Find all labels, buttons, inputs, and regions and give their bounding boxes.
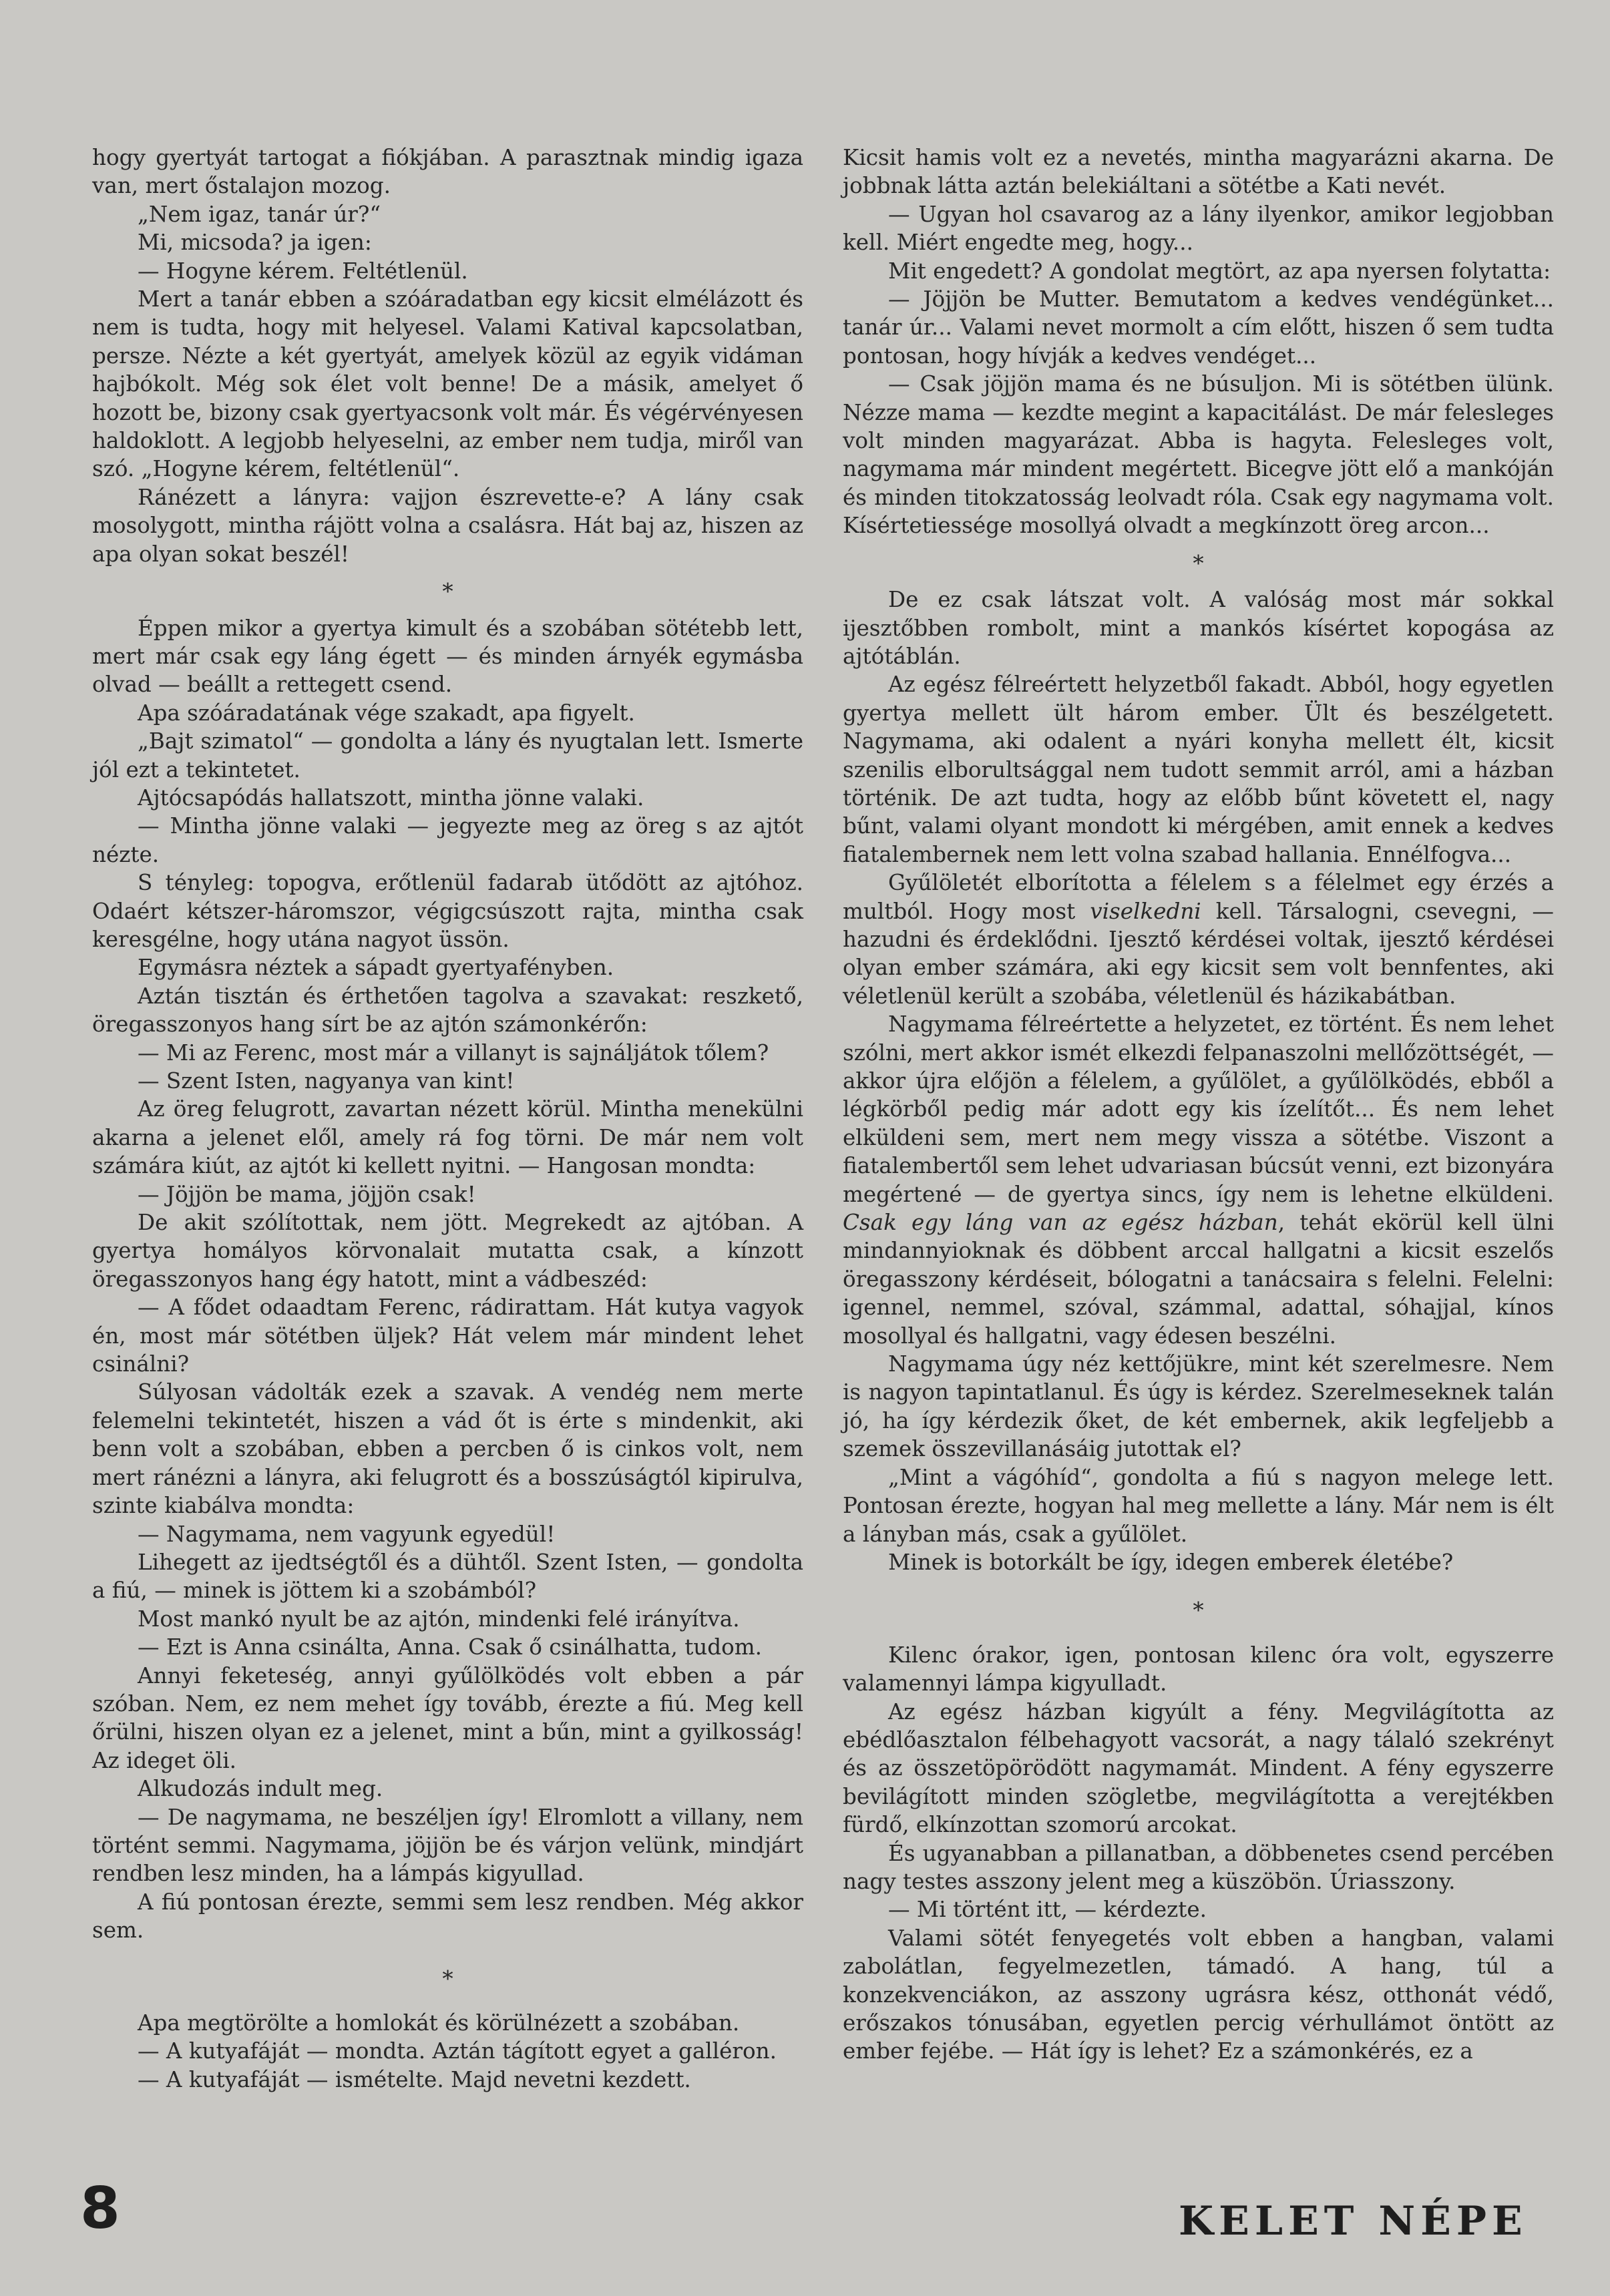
section-separator: * <box>1193 1598 1204 1624</box>
paragraph: És ugyanabban a pillanatban, a döbbenetes csend percében nagy testes asszony jelent meg a küszöbön. Úriasszony. <box>843 1840 1554 1894</box>
paragraph: — Ezt is Anna csinálta, Anna. Csak ő csinálhatta, tudom. <box>138 1634 762 1660</box>
paragraph: De ez csak látszat volt. A valóság most már sokkal ijesztőbben rombolt, mint a mankós kísértet kopogása az ajtótáblán. <box>843 587 1554 669</box>
paragraph: — Mi az Ferenc, most már a villanyt is sajnáljátok tőlem? <box>138 1040 769 1066</box>
paragraph: Most mankó nyult be az ajtón, mindenki felé irányítva. <box>138 1606 740 1632</box>
paragraph: Apa szóáradatának vége szakadt, apa figyelt. <box>138 700 635 726</box>
paragraph: Kilenc órakor, igen, pontosan kilenc óra volt, egyszerre valamennyi lámpa kigyulladt. <box>843 1642 1554 1696</box>
paragraph: „Nem igaz, tanár úr?“ <box>138 201 381 227</box>
paragraph: De akit szólítottak, nem jött. Megrekedt az ajtóban. A gyertya homályos körvonalait mutatta csak, a kínzott öregasszonyos hang égy hatott, mint a vádbeszéd: <box>92 1210 803 1292</box>
paragraph: — A kutyafáját — mondta. Aztán tágított egyet a galléron. <box>138 2038 777 2064</box>
paragraph: — Mintha jönne valaki — jegyezte meg az öreg s az ajtót nézte. <box>92 813 803 867</box>
paragraph: Minek is botorkált be így, idegen emberek életébe? <box>888 1549 1454 1575</box>
paragraph: — Nagymama, nem vagyunk egyedül! <box>138 1521 556 1547</box>
left-text-column <box>92 144 803 2094</box>
paragraph: — Mi történt itt, — kérdezte. <box>888 1897 1207 1923</box>
paragraph: Apa megtörölte a homlokát és körülnézett a szobában. <box>138 2010 740 2036</box>
paragraph: Ránézett a lányra: vajjon észrevette-e? A lány csak mosolygott, mintha rájött volna a csalásra. Hát baj az, hiszen az apa olyan sokat beszél! <box>92 484 803 567</box>
paragraph: Lihegett az ijedtségtől és a dühtől. Szent Isten, — gondolta a fiú, — minek is jöttem ki a szobámból? <box>92 1549 803 1604</box>
paragraph: Annyi feketeség, annyi gyűlölködés volt ebben a pár szóban. Nem, ez nem mehet így tovább, érezte a fiú. Meg kell őrülni, hiszen olyan ez a jelenet, mint a bűn, mint a gyilkosság! Az ideget öli. <box>92 1662 803 1773</box>
paragraph: Alkudozás indult meg. <box>138 1776 383 1802</box>
section-separator: * <box>442 579 453 605</box>
paragraph: Ajtócsapódás hallatszott, mintha jönne valaki. <box>138 784 644 811</box>
paragraph: — A kutyafáját — ismételte. Majd nevetni kezdett. <box>138 2066 691 2092</box>
paragraph: Kicsit hamis volt ez a nevetés, mintha magyarázni akarna. De jobbnak látta aztán belekiáltani a sötétbe a Kati nevét. <box>843 145 1554 199</box>
paragraph: — Szent Isten, nagyanya van kint! <box>138 1068 515 1094</box>
paragraph: Nagymama félreértette a helyzetet, ez történt. És nem lehet szólni, mert akkor ismét elkezdi felpanaszolni mellőzöttségét, — akkor újra előjön a félelem, a gyűlölet, a gyűlölködés, ebből a légkörből pedig már adott egy kis ízelítőt... És nem lehet elküldeni sem, mert nem megy vissza a sötétbe. Viszont a fiatalembertől sem lehet udvariasan búcsút venni, ezt bizonyára megértené — de gyertya sincs, így nem is lehetne elküldeni. Csak egy láng van az egész házban, tehát ekörül kell ülni mindannyioknak és döbbent arccal hallgatni a kicsit eszelős öregasszony kérdéseit, bólogatni a tanácsaira s felelni. Felelni: igennel, nemmel, szóval, számmal, adattal, sóhajjal, kínos mosollyal és hallgatni, vagy édesen beszélni. <box>843 1011 1554 1349</box>
paragraph: Mit engedett? A gondolat megtört, az apa nyersen folytatta: <box>888 258 1551 284</box>
publication-title: KELET NÉPE <box>1179 2198 1528 2245</box>
paragraph: — Csak jöjjön mama és ne búsuljon. Mi is sötétben ülünk. Nézze mama — kezdte megint a kapacitálást. De már felesleges volt minden magyarázat. Abba is hagyta. Felesleges volt, nagymama már mindent megértett. Bicegve jött elő a mankóján és minden titokzatosság leolvadt róla. Csak egy nagymama volt. Kísértetiessége mosollyá olvadt a megkínzott öreg arcon... <box>843 371 1554 539</box>
paragraph: Az egész félreértett helyzetből fakadt. Abból, hogy egyetlen gyertya mellett ült három ember. Ült és beszélgetett. Nagymama, aki odalent a nyári konyha mellett élt, kicsit szenilis elborultsággal nem tudott semmit arról, ami a házban történik. De azt tudta, hogy az előbb bűnt követett el, nagy bűnt, valami olyant mondott ki mérgében, amit ennek a kedves fiatalembernek nem lett volna szabad hallania. Ennélfogva... <box>843 672 1554 867</box>
paragraph: Az egész házban kigyúlt a fény. Megvilágította az ebédlőasztalon félbehagyott vacsorát, a nagy tálaló szekrényt és az összetöpörödött nagymamát. Mindent. A fény egyszerre bevilágított minden szögletbe, megvilágította a verejtékben fürdő, elkínzottan szomorú arcokat. <box>843 1698 1554 1838</box>
paragraph: Aztán tisztán és érthetően tagolva a szavakat: reszkető, öregasszonyos hang sírt be az ajtón számonkérőn: <box>92 983 803 1038</box>
paragraph: Nagymama úgy néz kettőjükre, mint két szerelmesre. Nem is nagyon tapintatlanul. És úgy is kérdez. Szerelmeseknek talán jó, ha így kérdezik őket, de két embernek, akik legfeljebb a szemek összevillanásáig jutottak el? <box>843 1351 1554 1462</box>
paragraph: Mi, micsoda? ja igen: <box>138 230 372 256</box>
paragraph: „Mint a vágóhíd“, gondolta a fiú s nagyon melege lett. Pontosan érezte, hogyan hal meg mellette a lány. Már nem is élt a lányban más, csak a gyűlölet. <box>843 1464 1554 1547</box>
paragraph: Mert a tanár ebben a szóáradatban egy kicsit elmélázott és nem is tudta, hogy mit helyesel. Valami Katival kapcsolatban, persze. Nézte a két gyertyát, amelyek közül az egyik vidáman hajbókolt. Még sok élet volt benne! De a másik, amelyet ő hozott be, bizony csak gyertyacsonk volt már. És végérvényesen haldoklott. A legjobb helyeselni, az ember nem tudja, miről van szó. „Hogyne kérem, feltétlenül“. <box>92 286 803 482</box>
paragraph: Éppen mikor a gyertya kimult és a szobában sötétebb lett, mert már csak egy láng égett — és minden árnyék egymásba olvad — beállt a rettegett csend. <box>92 615 803 698</box>
paragraph: Egymásra néztek a sápadt gyertyafényben. <box>138 955 614 981</box>
paragraph: „Bajt szimatol“ — gondolta a lány és nyugtalan lett. Ismerte jól ezt a tekintetet. <box>92 728 803 782</box>
paragraph: Az öreg felugrott, zavartan nézett körül. Mintha menekülni akarna a jelenet elől, amely rá fog törni. De már nem volt számára kiút, az ajtót ki kellett nyitni. — Hangosan mondta: <box>92 1096 803 1179</box>
paragraph: Gyűlöletét elborította a félelem s a félelmet egy érzés a multból. Hogy most viselkedni kell. Társalogni, csevegni, — hazudni és érdeklődni. Ijesztő kérdései voltak, ijesztő kérdései olyan ember számára, aki egy kicsit sem volt bennfentes, aki véletlenül került a szobába, véletlenül és házikabátban. <box>843 870 1554 1009</box>
paragraph: Valami sötét fenyegetés volt ebben a hangban, valami zabolátlan, fegyelmezetlen, támadó. A hang, túl a konzekvenciákon, az asszony ugrásra kész, otthonát védő, erőszakos tónusában, egyetlen percig vérhullámot öntött az ember fejébe. — Hát így is lehet? Ez a számonkérés, ez a <box>843 1925 1554 2064</box>
section-separator: * <box>1193 550 1204 576</box>
paragraph: S tényleg: topogva, erőtlenül fadarab ütődött az ajtóhoz. Odaért kétszer-háromszor, végigcsúszott rajta, mintha csak keresgélne, hogy utána nagyot üssön. <box>92 870 803 952</box>
paragraph: — De nagymama, ne beszéljen így! Elromlott a villany, nem történt semmi. Nagymama, jöjjön be és várjon velünk, mindjárt rendben lesz minden, ha a lámpás kigyullad. <box>92 1804 803 1887</box>
paragraph: Súlyosan vádolták ezek a szavak. A vendég nem merte felemelni tekintetét, hiszen a vád őt is érte s mindenkit, aki benn volt a szobában, ebben a percben ő is cinkos volt, nem mert ránézni a lányra, aki felugrott és a bosszúságtól kipirulva, szinte kiabálva mondta: <box>92 1379 803 1519</box>
paragraph: A fiú pontosan érezte, semmi sem lesz rendben. Még akkor sem. <box>92 1889 803 1943</box>
paragraph: — A fődet odaadtam Ferenc, rádirattam. Hát kutya vagyok én, most már sötétben üljek? Hát velem már mindent lehet csinálni? <box>92 1295 803 1377</box>
paragraph: — Jöjjön be Mutter. Bemutatom a kedves vendégünket... tanár úr... Valami nevet mormolt a cím előtt, hiszen ő sem tudta pontosan, hogy hívják a kedves vendéget... <box>843 286 1554 369</box>
paragraph: — Hogyne kérem. Feltétlenül. <box>138 258 468 284</box>
page-number: 8 <box>80 2175 120 2242</box>
paragraph: — Jöjjön be mama, jöjjön csak! <box>138 1181 476 1207</box>
right-text-column <box>843 144 1554 2066</box>
section-separator: * <box>442 1966 453 1992</box>
paragraph: hogy gyertyát tartogat a fiókjában. A parasztnak mindig igaza van, mert őstalajon mozog. <box>92 145 803 199</box>
paragraph: — Ugyan hol csavarog az a lány ilyenkor, amikor legjobban kell. Miért engedte meg, hogy... <box>843 201 1554 256</box>
